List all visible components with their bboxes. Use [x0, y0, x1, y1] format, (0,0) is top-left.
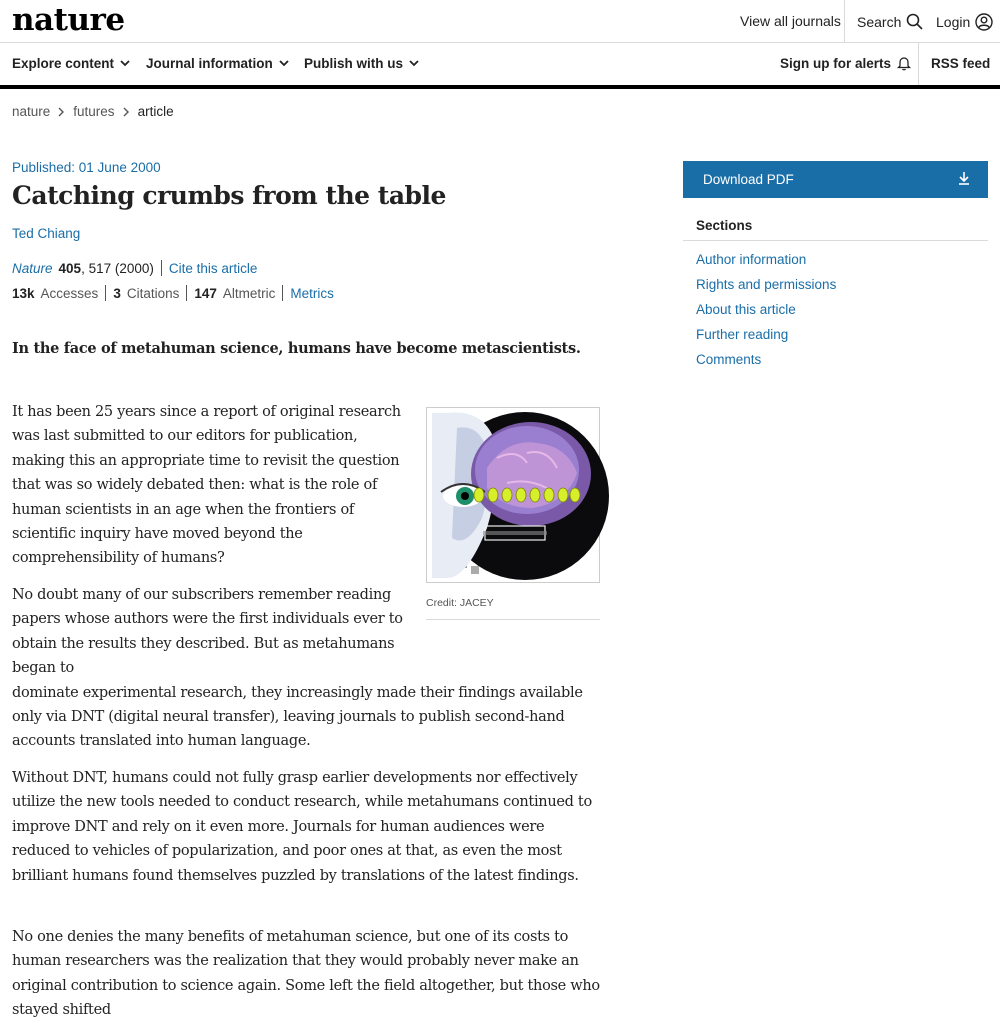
section-link-author-information[interactable]: Author information — [696, 252, 807, 267]
rss-feed-label: RSS feed — [931, 56, 991, 71]
paragraph-2-full: dominate experimental research, they increasingly made their findings available only via DNT (digital neural transfer), leaving journals to publish second-hand accounts translated into human language. — [12, 684, 583, 750]
article-figure[interactable] — [426, 407, 600, 583]
divider — [105, 285, 106, 301]
user-icon — [975, 13, 993, 31]
search-label: Search — [857, 13, 902, 30]
metrics-line — [12, 285, 334, 301]
journal-information-menu[interactable] — [146, 56, 289, 71]
search-icon — [906, 13, 923, 30]
altmetric-count: 147 — [194, 285, 217, 301]
view-all-journals-link[interactable] — [740, 13, 841, 29]
divider — [186, 285, 187, 301]
paragraph-2-wrapped: No doubt many of our subscribers remember reading papers whose authors were the first individuals ever to obtain the results they described. But as metahumans began to — [12, 587, 403, 677]
pages-year: , 517 (2000) — [81, 260, 154, 276]
chevron-down-icon — [279, 60, 289, 67]
standfirst: In the face of metahuman science, humans have become metascientists. — [12, 340, 581, 357]
section-link-comments[interactable]: Comments — [696, 352, 762, 367]
divider — [844, 0, 845, 43]
section-link-rights-permissions[interactable]: Rights and permissions — [696, 277, 837, 292]
sign-up-alerts-link[interactable] — [780, 56, 911, 71]
breadcrumb — [12, 104, 174, 119]
rss-feed-link[interactable] — [931, 56, 990, 71]
cite-this-article-link[interactable]: Cite this article — [168, 260, 258, 276]
divider — [282, 285, 283, 301]
sign-up-alerts-label: Sign up for alerts — [780, 56, 892, 71]
view-all-journals-label: View all journals — [740, 13, 841, 29]
breadcrumb-item-futures[interactable]: futures — [73, 104, 115, 119]
journal-name[interactable]: Nature — [12, 260, 53, 276]
explore-content-menu[interactable] — [12, 56, 130, 71]
journal-information-label: Journal information — [146, 56, 273, 71]
published-date: Published: 01 June 2000 — [12, 160, 161, 175]
chevron-down-icon — [120, 60, 130, 67]
login-button[interactable] — [936, 13, 993, 31]
sections-rule — [683, 240, 988, 241]
divider — [918, 43, 919, 85]
chevron-right-icon — [123, 107, 130, 117]
accesses-count: 13k — [12, 285, 35, 301]
paragraph-4: No one denies the many benefits of metahuman science, but one of its costs to human researchers was the realization that they would probably never make an original contribution to science again. Some left the field altogether, but those who stayed shifted — [12, 929, 600, 1019]
article-title: Catching crumbs from the table — [12, 181, 446, 210]
download-pdf-button[interactable] — [683, 161, 988, 198]
paragraph-1: It has been 25 years since a report of original research was last submitted to our editors for publication, making this an appropriate time to revisit the question that was so widely debated then: what is the role of human scientists in an age when the frontiers of scientific inquiry have moved beyond the comprehensibility of humans? — [12, 404, 401, 567]
citations-count: 3 — [113, 285, 121, 301]
nav-rule — [0, 85, 1000, 89]
figure-credit: Credit: JACEY — [426, 597, 494, 609]
login-label: Login — [936, 14, 971, 30]
section-link-about-article[interactable]: About this article — [696, 302, 796, 317]
paragraph-3: Without DNT, humans could not fully grasp earlier developments nor effectively utilize the new tools needed to conduct research, while metahumans continued to improve DNT and rely on it even more. Journals for human audiences were reduced to vehicles of popularization, and poor ones at that, as even the most brilliant humans found themselves puzzled by translations of the latest findings. — [12, 770, 592, 884]
chevron-right-icon — [58, 107, 65, 117]
citations-label: Citations — [126, 285, 180, 301]
main-nav — [0, 43, 1000, 85]
accesses-label: Accesses — [40, 285, 99, 301]
volume-number: 405 — [58, 260, 82, 276]
section-link-further-reading[interactable]: Further reading — [696, 327, 789, 342]
divider — [161, 260, 162, 276]
citation-line — [12, 260, 257, 276]
author-link[interactable]: Ted Chiang — [12, 226, 81, 241]
download-icon — [958, 171, 970, 185]
sections-heading: Sections — [696, 218, 753, 233]
brain-eye-illustration — [427, 408, 599, 582]
publish-with-us-label: Publish with us — [304, 56, 404, 71]
paragraph-2 — [12, 583, 602, 754]
search-button[interactable] — [857, 13, 923, 30]
chevron-down-icon — [409, 60, 419, 67]
top-bar — [0, 0, 1000, 43]
explore-content-label: Explore content — [12, 56, 115, 71]
bell-icon — [897, 56, 911, 71]
nature-logo[interactable]: nature — [12, 2, 125, 38]
publish-with-us-menu[interactable] — [304, 56, 419, 71]
breadcrumb-item-nature[interactable]: nature — [12, 104, 51, 119]
download-pdf-label: Download PDF — [703, 172, 794, 187]
metrics-link[interactable]: Metrics — [290, 285, 334, 301]
breadcrumb-item-article: article — [137, 104, 174, 119]
altmetric-label: Altmetric — [222, 285, 276, 301]
